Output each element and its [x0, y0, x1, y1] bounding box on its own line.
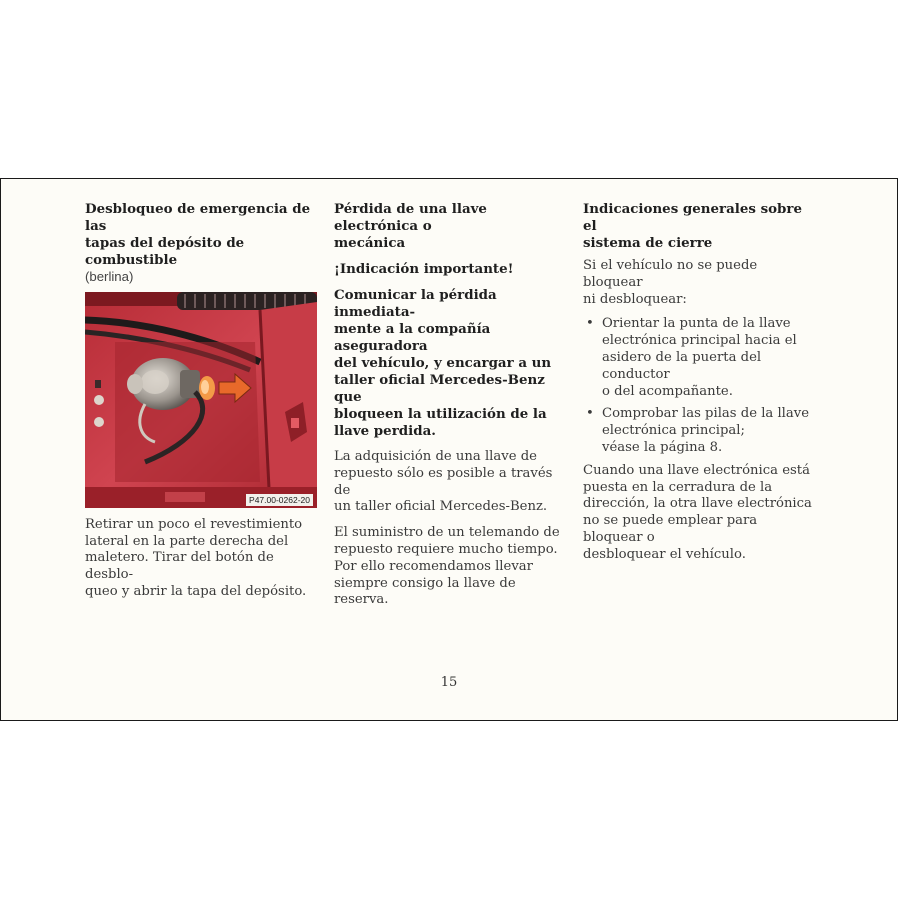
- column-lost-key: [334, 201, 566, 609]
- body-line: puesta en la cerradura de la: [583, 479, 773, 495]
- heading-line: mecánica: [334, 235, 406, 251]
- bold-line: Comunicar la pérdida inmediata-: [334, 287, 497, 320]
- body-line: siempre consigo la llave de reserva.: [334, 575, 516, 608]
- body-line: El suministro de un telemando de: [334, 525, 560, 541]
- important-notice-text: [334, 287, 566, 440]
- body-line: Si el vehículo no se puede bloquear: [583, 258, 758, 290]
- section-heading-locking-system: [583, 201, 818, 252]
- body-line: o del acompañante.: [602, 383, 733, 399]
- bold-line: bloqueen la utilización de la: [334, 406, 547, 422]
- fuel-flap-release-illustration: [85, 292, 317, 508]
- body-line: Orientar la punta de la llave: [602, 316, 791, 332]
- bold-line: llave perdida.: [334, 423, 436, 439]
- bold-line: del vehículo, y encargar a un: [334, 355, 552, 371]
- ignition-key-paragraph: [583, 463, 818, 564]
- heading-line: Pérdida de una llave electrónica o: [334, 201, 487, 234]
- image-reference-code: P47.00-0262-20: [246, 494, 313, 506]
- page-number: 15: [440, 675, 458, 690]
- bold-line: mente a la compañía aseguradora: [334, 321, 491, 354]
- body-line: desbloquear el vehículo.: [583, 546, 746, 562]
- body-line: repuesto requiere mucho tiempo.: [334, 541, 558, 557]
- fuel-flap-release-photo: [85, 292, 317, 508]
- section-heading-lost-key: [334, 201, 566, 252]
- heading-line: Indicaciones generales sobre el: [583, 201, 802, 234]
- bullet-icon: •: [586, 406, 594, 422]
- locking-steps-list: [583, 316, 818, 456]
- section-subheading: (berlina): [85, 269, 134, 284]
- list-item: [583, 316, 818, 400]
- manual-page: [0, 178, 898, 721]
- body-line: un taller oficial Mercedes-Benz.: [334, 499, 548, 515]
- column-locking-system: [583, 201, 818, 564]
- section-heading-emergency-release: [85, 201, 317, 269]
- body-line: Retirar un poco el revestimiento: [85, 516, 303, 532]
- body-line: asidero de la puerta del conductor: [602, 349, 762, 382]
- list-item: [583, 406, 818, 456]
- body-line: véase la página 8.: [602, 439, 723, 455]
- body-line: electrónica principal hacia el: [602, 333, 797, 349]
- body-line: queo y abrir la tapa del depósito.: [85, 583, 307, 599]
- heading-line: sistema de cierre: [583, 235, 713, 251]
- column-emergency-release: [85, 201, 317, 601]
- body-line: lateral en la parte derecha del: [85, 533, 289, 549]
- locking-intro: [583, 258, 818, 308]
- body-line: repuesto sólo es posible a través de: [334, 465, 553, 498]
- body-line: dirección, la otra llave electrónica: [583, 496, 812, 512]
- bullet-icon: •: [586, 316, 594, 332]
- body-line: no se puede emplear para bloquear o: [583, 513, 758, 545]
- body-line: electrónica principal;: [602, 423, 745, 439]
- release-instructions: [85, 517, 317, 601]
- bold-line: taller oficial Mercedes-Benz que: [334, 372, 545, 405]
- body-line: Comprobar las pilas de la llave: [602, 406, 810, 422]
- body-line: Cuando una llave electrónica está: [583, 462, 810, 478]
- body-line: Por ello recomendamos llevar: [334, 558, 533, 574]
- body-line: La adquisición de una llave de: [334, 449, 537, 464]
- heading-line: tapas del depósito de combustible: [85, 235, 245, 268]
- important-notice-label: ¡Indicación importante!: [334, 261, 514, 277]
- body-line: ni desbloquear:: [583, 291, 687, 307]
- replacement-key-paragraph: [334, 449, 566, 516]
- remote-supply-paragraph: [334, 525, 566, 609]
- body-line: maletero. Tirar del botón de desblo-: [85, 550, 274, 583]
- heading-line: Desbloqueo de emergencia de las: [85, 201, 311, 234]
